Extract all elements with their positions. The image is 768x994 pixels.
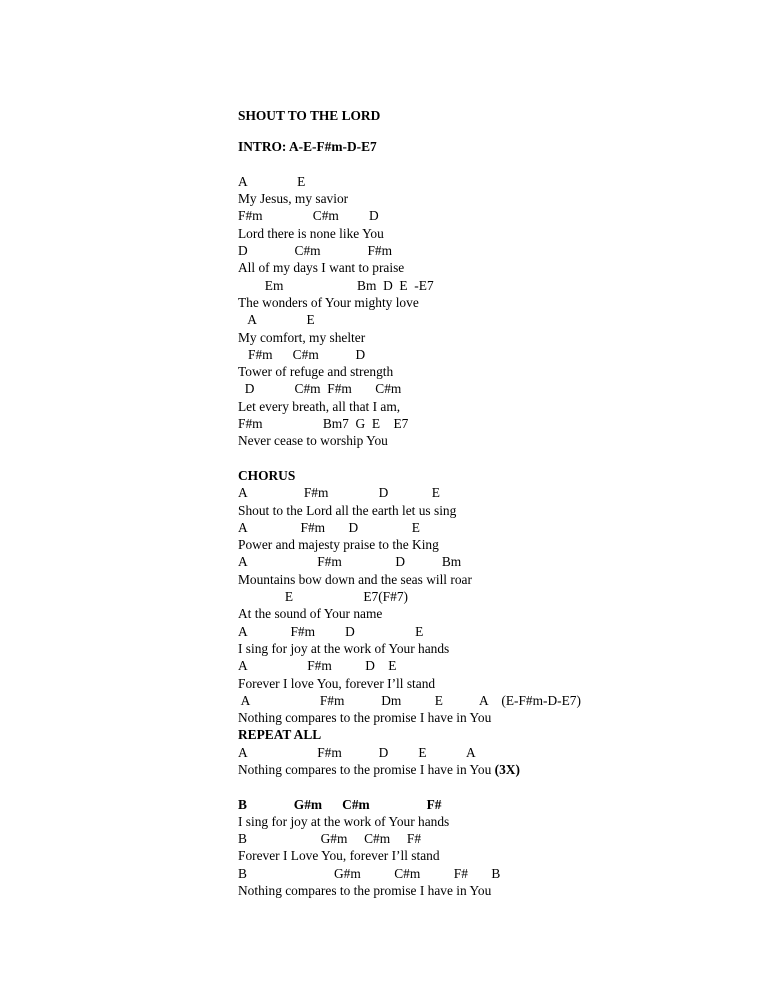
chorus-chord-line: A F#m D E <box>238 623 424 639</box>
verse-chord-line: F#m C#m D <box>238 346 366 362</box>
chorus-chord-line: A F#m Dm E A (E-F#m-D-E7) <box>238 692 581 708</box>
verse-chord-line: F#m Bm7 G E E7 <box>238 416 409 432</box>
verse-chord-line: D C#m F#m <box>238 243 393 259</box>
verse-lyric-line: All of my days I want to praise <box>238 260 405 276</box>
song-sheet <box>238 107 738 899</box>
chorus-heading: CHORUS <box>238 467 296 483</box>
verse-lyric-line: Tower of refuge and strength <box>238 364 394 380</box>
verse-lyric-line: Lord there is none like You <box>238 225 384 241</box>
repeat-chord-line: A F#m D E A <box>238 744 476 760</box>
final-chord-line: B G#m C#m F# <box>238 831 422 847</box>
verse-chord-line: F#m C#m D <box>238 208 379 224</box>
chorus-lyric-line: Mountains bow down and the seas will roar <box>238 571 472 587</box>
verse-lyric-line: Never cease to worship You <box>238 433 388 449</box>
final-chord-line: B G#m C#m F# <box>238 796 442 812</box>
verse-chord-line: D C#m F#m C#m <box>238 381 402 397</box>
repeat-lyric-line <box>238 761 738 778</box>
chorus-lyric-line: Shout to the Lord all the earth let us sing <box>238 502 457 518</box>
chorus-lyric-line: At the sound of Your name <box>238 606 383 622</box>
final-chord-line: B G#m C#m F# B <box>238 865 501 881</box>
final-lyric-line: Forever I Love You, forever I’ll stand <box>238 848 440 864</box>
final-lyric-line: I sing for joy at the work of Your hands <box>238 813 450 829</box>
chorus-chord-line: E E7(F#7) <box>238 589 408 605</box>
spacer <box>238 450 738 467</box>
repeat-multiplier: (3X) <box>494 761 520 777</box>
intro-line: INTRO: A-E-F#m-D-E7 <box>238 139 377 155</box>
verse-chord-line: Em Bm D E -E7 <box>238 277 434 293</box>
verse-lyric-line: Let every breath, all that I am, <box>238 398 401 414</box>
spacer <box>238 124 738 138</box>
chorus-lyric-line: I sing for joy at the work of Your hands <box>238 640 450 656</box>
chorus-chord-line: A F#m D E <box>238 485 440 501</box>
spacer <box>238 156 738 173</box>
repeat-heading: REPEAT ALL <box>238 727 322 743</box>
final-lyric-line: Nothing compares to the promise I have in You <box>238 883 492 899</box>
verse-lyric-line: My comfort, my shelter <box>238 329 366 345</box>
chorus-chord-line: A F#m D E <box>238 658 397 674</box>
chorus-lyric-line: Nothing compares to the promise I have in You <box>238 710 492 726</box>
chorus-lyric-line: Forever I love You, forever I’ll stand <box>238 675 436 691</box>
verse-chord-line: A E <box>238 312 315 328</box>
song-title: SHOUT TO THE LORD <box>238 108 381 123</box>
chorus-lyric-line: Power and majesty praise to the King <box>238 537 439 553</box>
repeat-lyric-text: Nothing compares to the promise I have in You <box>238 761 495 777</box>
verse-chord-line: A E <box>238 173 306 189</box>
verse-lyric-line: The wonders of Your mighty love <box>238 294 419 310</box>
chorus-chord-line: A F#m D Bm <box>238 554 462 570</box>
chorus-chord-line: A F#m D E <box>238 519 420 535</box>
spacer <box>238 778 738 795</box>
verse-lyric-line: My Jesus, my savior <box>238 191 349 207</box>
